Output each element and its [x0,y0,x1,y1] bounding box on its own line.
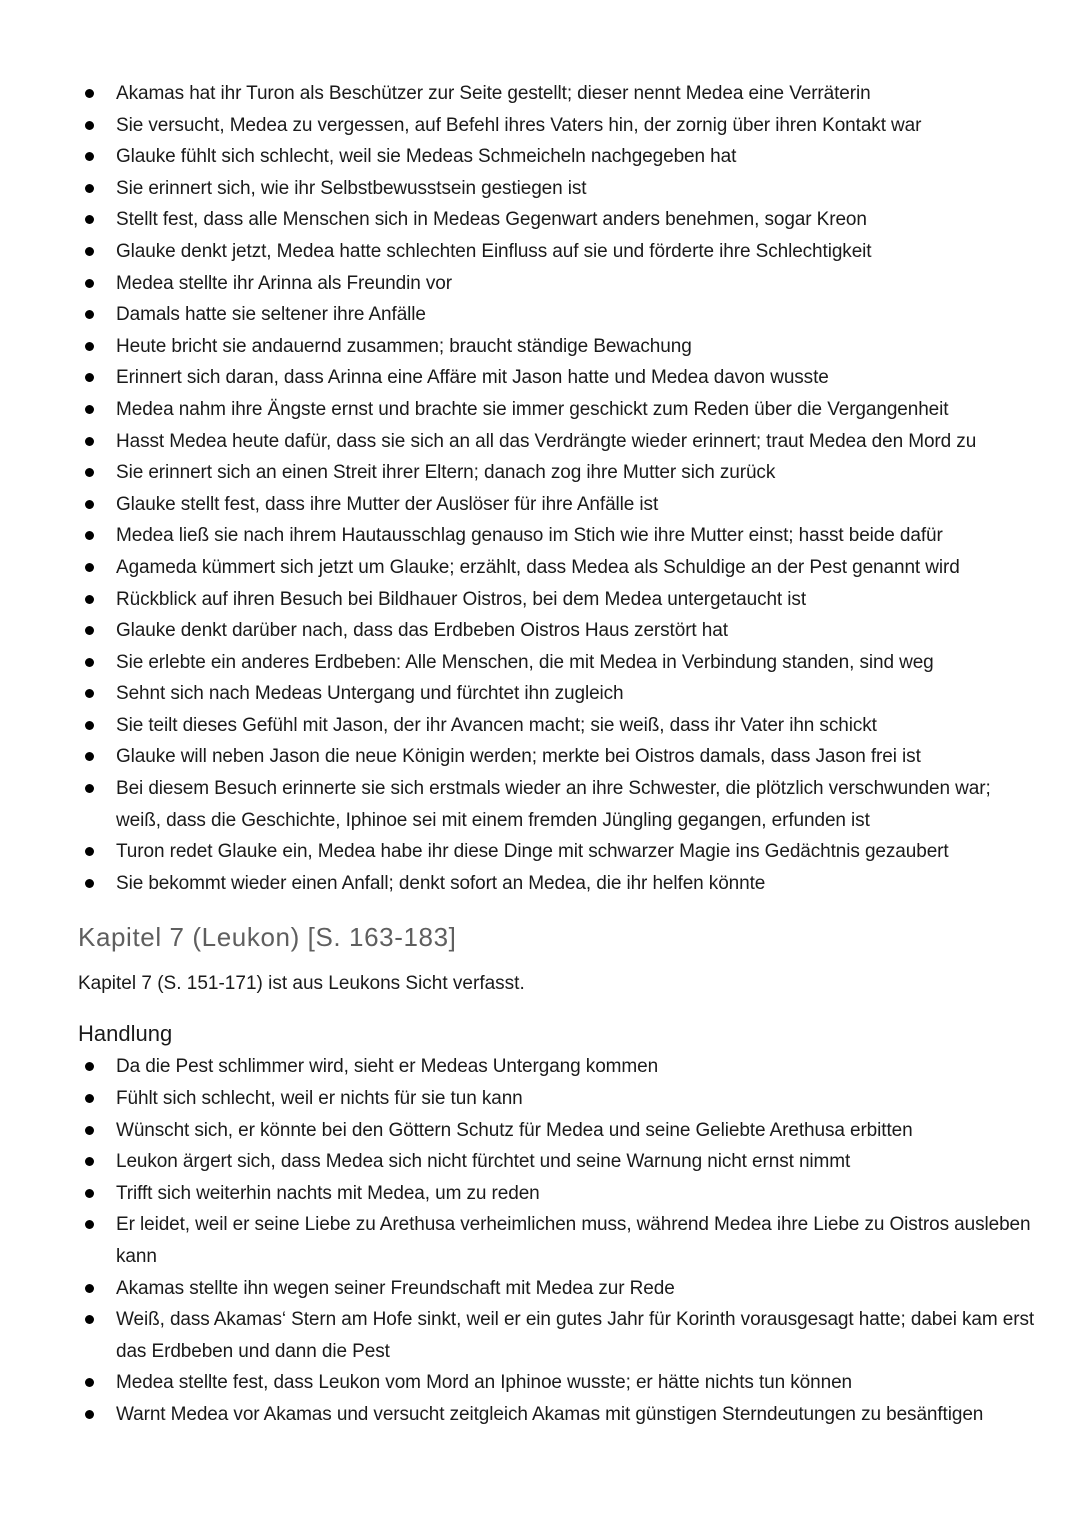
list-item: Akamas hat ihr Turon als Beschützer zur Seite gestellt; dieser nennt Medea eine Verräterin [78,78,1040,110]
list-item: Sie versucht, Medea zu vergessen, auf Befehl ihres Vaters hin, der zornig über ihren Kontakt war [78,110,1040,142]
list-item: Akamas stellte ihn wegen seiner Freundschaft mit Medea zur Rede [78,1273,1040,1305]
list-item: Medea stellte fest, dass Leukon vom Mord an Iphinoe wusste; er hätte nichts tun können [78,1367,1040,1399]
list-item: Da die Pest schlimmer wird, sieht er Medeas Untergang kommen [78,1051,1040,1083]
section-heading: Handlung [78,1021,173,1047]
list-item: Stellt fest, dass alle Menschen sich in Medeas Gegenwart anders benehmen, sogar Kreon [78,204,1040,236]
list-item: Trifft sich weiterhin nachts mit Medea, um zu reden [78,1178,1040,1210]
list-item: Medea stellte ihr Arinna als Freundin vor [78,268,1040,300]
handlung-bullet-list [78,1051,1040,1430]
list-item: Damals hatte sie seltener ihre Anfälle [78,299,1040,331]
list-item: Weiß, dass Akamas‘ Stern am Hofe sinkt, weil er ein gutes Jahr für Korinth vorausgesagt hatte; dabei kam erst das Erdbeben und dann die Pest [78,1304,1040,1367]
list-item: Er leidet, weil er seine Liebe zu Arethusa verheimlichen muss, während Medea ihre Liebe zu Oistros ausleben kann [78,1209,1040,1272]
list-item: Sie bekommt wieder einen Anfall; denkt sofort an Medea, die ihr helfen könnte [78,868,1040,900]
chapter-intro: Kapitel 7 (S. 151-171) ist aus Leukons Sicht verfasst. [78,973,525,995]
list-item: Glauke denkt jetzt, Medea hatte schlechten Einfluss auf sie und förderte ihre Schlechtigkeit [78,236,1040,268]
list-item: Hasst Medea heute dafür, dass sie sich an all das Verdrängte wieder erinnert; traut Medea den Mord zu [78,426,1040,458]
list-item: Rückblick auf ihren Besuch bei Bildhauer Oistros, bei dem Medea untergetaucht ist [78,584,1040,616]
list-item: Medea nahm ihre Ängste ernst und brachte sie immer geschickt zum Reden über die Vergangenheit [78,394,1040,426]
list-item: Heute bricht sie andauernd zusammen; braucht ständige Bewachung [78,331,1040,363]
list-item: Agameda kümmert sich jetzt um Glauke; erzählt, dass Medea als Schuldige an der Pest genannt wird [78,552,1040,584]
list-item: Turon redet Glauke ein, Medea habe ihr diese Dinge mit schwarzer Magie ins Gedächtnis gezaubert [78,836,1040,868]
chapter-heading: Kapitel 7 (Leukon) [S. 163-183] [78,922,457,953]
list-item: Glauke stellt fest, dass ihre Mutter der Auslöser für ihre Anfälle ist [78,489,1040,521]
list-item: Sehnt sich nach Medeas Untergang und fürchtet ihn zugleich [78,678,1040,710]
list-item: Sie erinnert sich an einen Streit ihrer Eltern; danach zog ihre Mutter sich zurück [78,457,1040,489]
list-item: Glauke fühlt sich schlecht, weil sie Medeas Schmeicheln nachgegeben hat [78,141,1040,173]
list-item: Glauke denkt darüber nach, dass das Erdbeben Oistros Haus zerstört hat [78,615,1040,647]
list-item: Fühlt sich schlecht, weil er nichts für sie tun kann [78,1083,1040,1115]
list-item: Bei diesem Besuch erinnerte sie sich erstmals wieder an ihre Schwester, die plötzlich verschwunden war; weiß, dass die Geschichte, Iphinoe sei mit einem fremden Jüngling gegangen, erfunden ist [78,773,1040,836]
list-item: Wünscht sich, er könnte bei den Göttern Schutz für Medea und seine Geliebte Arethusa erbitten [78,1115,1040,1147]
list-item: Warnt Medea vor Akamas und versucht zeitgleich Akamas mit günstigen Sterndeutungen zu besänftigen [78,1399,1040,1431]
list-item: Glauke will neben Jason die neue Königin werden; merkte bei Oistros damals, dass Jason frei ist [78,741,1040,773]
list-item: Sie teilt dieses Gefühl mit Jason, der ihr Avancen macht; sie weiß, dass ihr Vater ihn schickt [78,710,1040,742]
glauke-bullet-list [78,78,1040,899]
list-item: Sie erlebte ein anderes Erdbeben: Alle Menschen, die mit Medea in Verbindung standen, sind weg [78,647,1040,679]
list-item: Sie erinnert sich, wie ihr Selbstbewusstsein gestiegen ist [78,173,1040,205]
list-item: Erinnert sich daran, dass Arinna eine Affäre mit Jason hatte und Medea davon wusste [78,362,1040,394]
list-item: Medea ließ sie nach ihrem Hautausschlag genauso im Stich wie ihre Mutter einst; hasst beide dafür [78,520,1040,552]
list-item: Leukon ärgert sich, dass Medea sich nicht fürchtet und seine Warnung nicht ernst nimmt [78,1146,1040,1178]
